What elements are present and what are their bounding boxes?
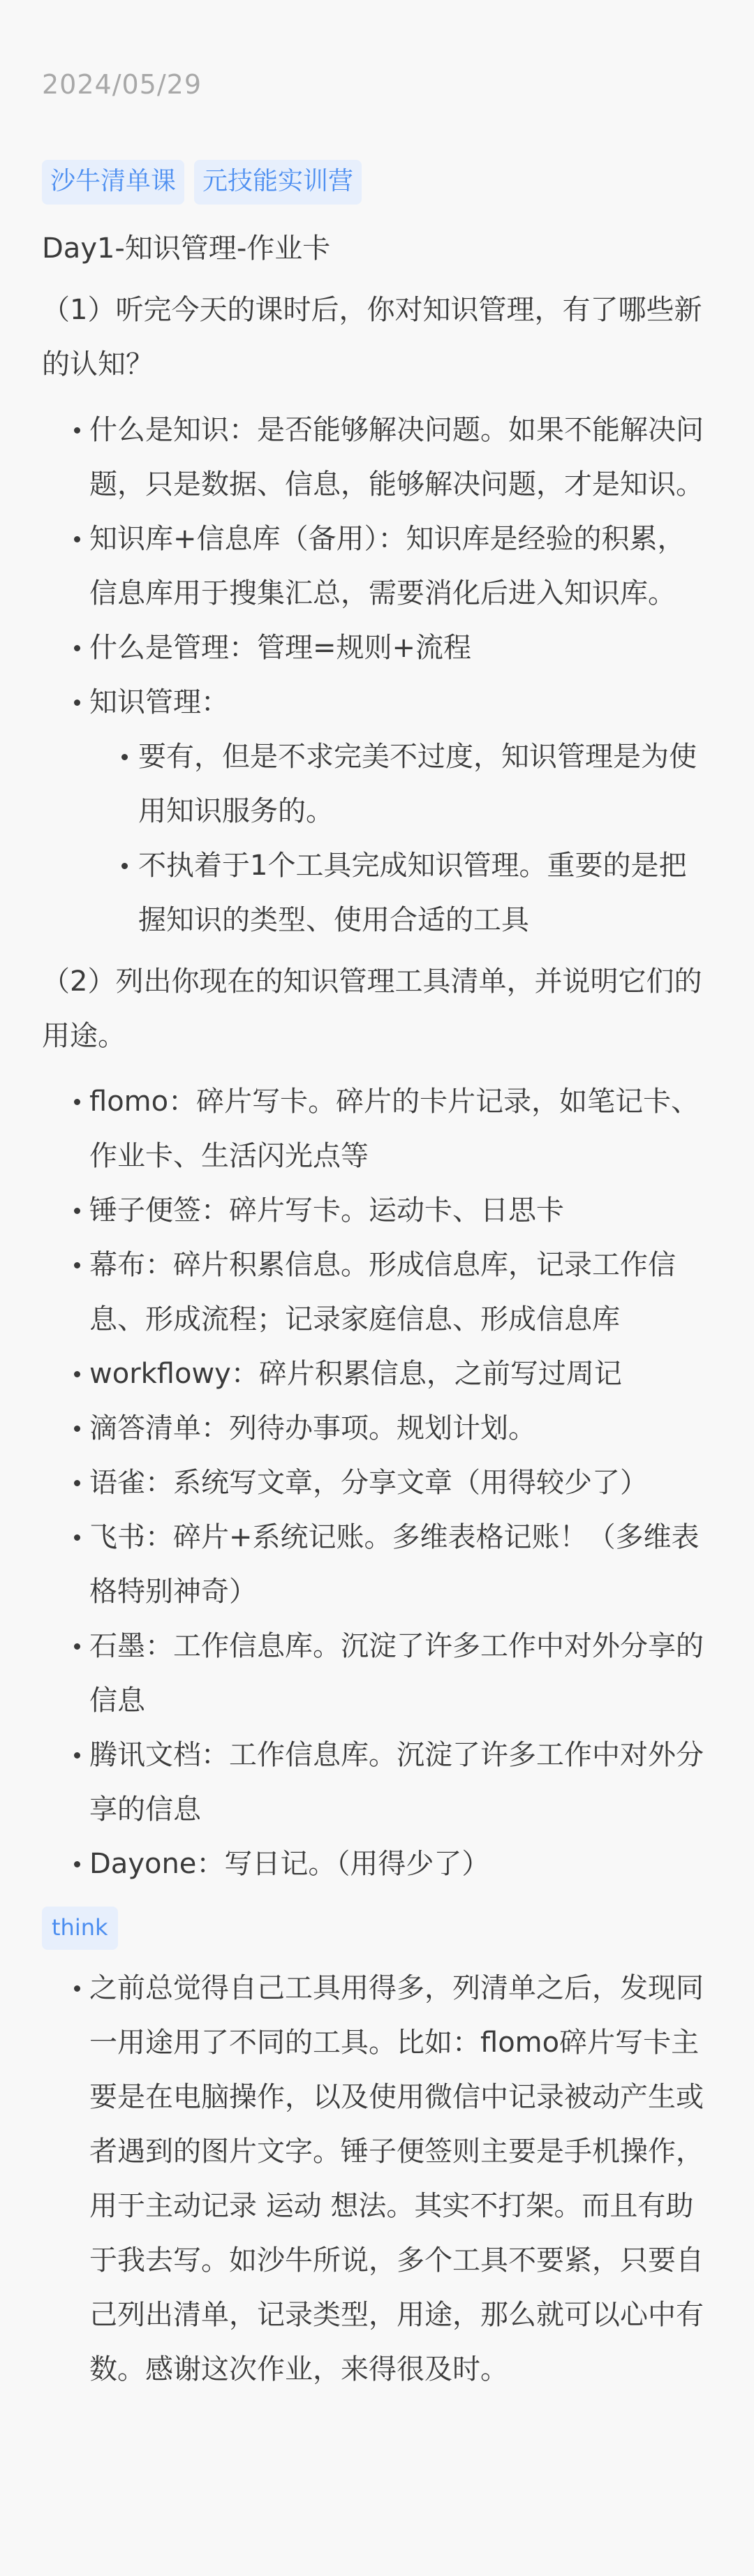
question-1: （1）听完今天的课时后，你对知识管理，有了哪些新的认知？ xyxy=(42,294,702,380)
think-list xyxy=(42,1961,712,2397)
tag-list xyxy=(42,160,712,205)
list-item: 知识库+信息库（备用）：知识库是经验的积累，信息库用于搜集汇总，需要消化后进入知识库。 xyxy=(42,512,712,621)
list-item: Dayone：写日记。（用得少了） xyxy=(42,1837,712,1891)
q1-answer-list xyxy=(42,403,712,947)
question-2: （2）列出你现在的知识管理工具清单，并说明它们的用途。 xyxy=(42,965,702,1052)
sub-list-item: 不执着于1个工具完成知识管理。重要的是把握知识的类型、使用合适的工具 xyxy=(89,838,712,947)
tag-shaniu-course[interactable]: 沙牛清单课 xyxy=(42,160,184,205)
sub-list-item: 要有，但是不求完美不过度，知识管理是为使用知识服务的。 xyxy=(89,730,712,838)
memo-title: Day1-知识管理-作业卡 xyxy=(42,232,331,265)
list-item: 幕布：碎片积累信息。形成信息库，记录工作信息、形成流程；记录家庭信息、形成信息库 xyxy=(42,1238,712,1347)
list-item: 之前总觉得自己工具用得多，列清单之后，发现同一用途用了不同的工具。比如：flomo碎片写卡主要是在电脑操作，以及使用微信中记录被动产生或者遇到的图片文字。锤子便签则主要是手机操作，用于主动记录 运动 想法。其实不打架。而且有助于我去写。如沙牛所说，多个工具不要紧，只要自己列出清单，记录类型，用途，那么就可以心中有数。感谢这次作业，来得很及时。 xyxy=(42,1961,712,2397)
tag-think[interactable]: think xyxy=(42,1907,118,1950)
list-item-knowledge-management xyxy=(42,675,712,947)
list-item: 什么是管理：管理=规则+流程 xyxy=(42,621,712,675)
list-item: 腾讯文档：工作信息库。沉淀了许多工作中对外分享的信息 xyxy=(42,1728,712,1837)
list-item: 石墨：工作信息库。沉淀了许多工作中对外分享的信息 xyxy=(42,1619,712,1728)
list-item: flomo：碎片写卡。碎片的卡片记录，如笔记卡、作业卡、生活闪光点等 xyxy=(42,1074,712,1183)
list-item: 语雀：系统写文章，分享文章（用得较少了） xyxy=(42,1456,712,1510)
list-item: 锤子便签：碎片写卡。运动卡、日思卡 xyxy=(42,1183,712,1238)
list-item: 什么是知识：是否能够解决问题。如果不能解决问题，只是数据、信息，能够解决问题，才是知识。 xyxy=(42,403,712,512)
memo-date: 2024/05/29 xyxy=(42,69,202,100)
list-item: 飞书：碎片+系统记账。多维表格记账！（多维表格特别神奇） xyxy=(42,1510,712,1619)
list-item: workflowy：碎片积累信息，之前写过周记 xyxy=(42,1347,712,1401)
list-item: 滴答清单：列待办事项。规划计划。 xyxy=(42,1401,712,1456)
sub-list xyxy=(89,730,712,947)
list-item-label: 知识管理： xyxy=(89,686,229,718)
tag-meta-skill-camp[interactable]: 元技能实训营 xyxy=(194,160,362,205)
q2-tool-list xyxy=(42,1074,712,1891)
